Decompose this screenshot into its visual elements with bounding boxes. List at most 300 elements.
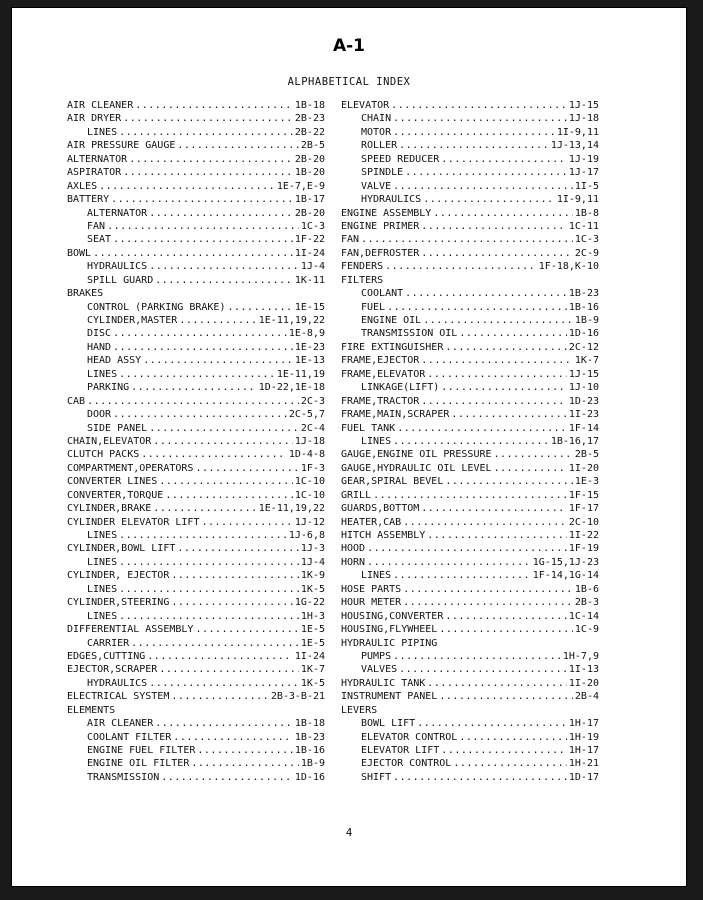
document-page: [11, 7, 687, 887]
index-term: CARRIER: [87, 637, 130, 649]
index-page-ref: 1E-11,19,22: [258, 315, 325, 326]
index-page-ref: 1E-3: [574, 476, 599, 488]
index-page-ref: 1I-20: [568, 677, 599, 689]
index-entry: [67, 314, 325, 327]
dot-leader: [385, 274, 597, 287]
dot-leader: [119, 529, 287, 542]
index-page-ref: 1H-7,9: [562, 650, 599, 662]
index-term: GRILL: [341, 489, 372, 501]
index-entry: [341, 516, 599, 529]
index-term: LINES: [87, 126, 118, 138]
index-entry: [341, 435, 599, 448]
index-term: CLUTCH PACKS: [67, 449, 140, 461]
index-entry: [341, 301, 599, 314]
index-entry: [67, 529, 325, 542]
index-page-ref: 1K-7: [574, 355, 599, 367]
index-term: CYLINDER,MASTER: [87, 315, 178, 326]
index-entry: [67, 637, 325, 650]
index-page-ref: 1F-17: [568, 503, 599, 515]
dot-leader: [159, 475, 293, 488]
index-page-ref: 1E-5: [300, 624, 325, 636]
dot-leader: [391, 99, 567, 112]
index-entry: [67, 422, 325, 435]
dot-leader: [399, 663, 567, 676]
dot-leader: [421, 354, 573, 367]
index-term: AIR CLEANER: [67, 100, 134, 111]
index-page-ref: 1H-17: [568, 745, 599, 756]
index-page-ref: 1D-16: [294, 771, 325, 783]
index-entry: [341, 569, 599, 582]
index-page-ref: 1J-10: [568, 382, 599, 394]
index-entry: [341, 610, 599, 623]
index-term: MOTOR: [361, 126, 392, 138]
dot-leader: [159, 663, 299, 676]
index-page-ref: 2B-3-B-21: [270, 691, 325, 703]
index-entry: [341, 623, 599, 636]
index-entry: [67, 193, 325, 206]
index-term: ENGINE OIL: [361, 315, 422, 326]
index-page-ref: 1J-4: [300, 261, 325, 273]
index-term: LINES: [361, 435, 392, 447]
index-page-ref: 1B-17: [294, 194, 325, 206]
index-entry: [67, 650, 325, 663]
index-term: HAND: [87, 341, 112, 353]
index-entry: [341, 287, 599, 300]
index-term: CONVERTER,TORQUE: [67, 489, 164, 501]
index-page-ref: 2B-4: [574, 691, 599, 703]
index-entry: [67, 395, 325, 408]
dot-leader: [195, 623, 298, 636]
dot-leader: [153, 502, 256, 515]
index-page-ref: 1G-15,1J-23: [532, 556, 599, 568]
dot-leader: [387, 301, 567, 314]
index-entry: [341, 233, 599, 246]
index-page-ref: 1J-19: [568, 153, 599, 165]
index-term: ELEVATOR LIFT: [361, 745, 440, 756]
index-page-ref: 1B-18: [294, 100, 325, 111]
index-entry: [341, 475, 599, 488]
index-column-left: [67, 99, 325, 784]
index-entry: [341, 166, 599, 179]
index-entry: [67, 207, 325, 220]
index-entry: [67, 731, 325, 744]
dot-leader: [179, 314, 256, 327]
dot-leader: [397, 422, 567, 435]
index-entry: [67, 274, 325, 287]
index-entry: [341, 314, 599, 327]
dot-leader: [173, 731, 293, 744]
index-page-ref: 1I-24: [294, 247, 325, 259]
index-term: HOUSING,CONVERTER: [341, 610, 444, 622]
index-term: CONVERTER LINES: [67, 476, 158, 488]
index-entry: [67, 408, 325, 421]
index-term: HYDRAULICS: [361, 194, 422, 206]
index-page-ref: 1I-22: [568, 530, 599, 541]
index-page-ref: 1F-22: [294, 234, 325, 246]
index-term: FRAME,EJECTOR: [341, 355, 420, 367]
index-entry: [341, 341, 599, 354]
index-entry: [67, 112, 325, 125]
index-term: AIR PRESSURE GAUGE: [67, 140, 176, 152]
index-term: HYDRAULICS: [87, 261, 148, 273]
index-entry: [341, 381, 599, 394]
index-entry: [67, 475, 325, 488]
dot-leader: [433, 207, 573, 220]
index-page-ref: 1E-5: [300, 637, 325, 649]
index-term: LEVERS: [341, 704, 378, 716]
index-page-ref: 2C-10: [568, 516, 599, 528]
dot-leader: [177, 139, 299, 152]
index-entry: [67, 569, 325, 582]
index-term: SHIFT: [361, 771, 392, 783]
index-page-ref: 1H-3: [300, 610, 325, 622]
index-term: SEAT: [87, 234, 112, 246]
dot-leader: [421, 502, 567, 515]
index-term: FAN,DEFROSTER: [341, 247, 420, 259]
index-entry: [67, 744, 325, 757]
index-term: TRANSMISSION: [87, 771, 160, 783]
index-page-ref: 2C-5,7: [288, 409, 325, 421]
index-column-right: [341, 99, 599, 784]
index-entry: [67, 126, 325, 139]
index-page-ref: 2C-12: [568, 341, 599, 353]
index-term: FIRE EXTINGUISHER: [341, 341, 444, 353]
dot-leader: [441, 153, 567, 166]
dot-leader: [439, 690, 573, 703]
index-term: FUEL TANK: [341, 422, 396, 434]
index-entry: [67, 663, 325, 676]
index-term: FENDERS: [341, 261, 384, 273]
index-term: ENGINE PRIMER: [341, 220, 420, 232]
index-entry: [67, 596, 325, 609]
index-entry: [341, 274, 599, 287]
index-entry: [341, 112, 599, 125]
index-entry: [341, 422, 599, 435]
index-page-ref: 1E-13: [294, 355, 325, 367]
index-term: ENGINE FUEL FILTER: [87, 745, 196, 756]
dot-leader: [155, 717, 293, 730]
index-entry: [67, 542, 325, 555]
index-term: VALVE: [361, 180, 392, 192]
index-entry: [341, 462, 599, 475]
dot-leader: [405, 287, 567, 300]
index-term: ELEVATOR CONTROL: [361, 731, 458, 743]
index-term: ELEMENTS: [67, 704, 116, 716]
index-entry: [67, 448, 325, 461]
index-page-ref: 1B-8: [574, 207, 599, 219]
index-term: SPEED REDUCER: [361, 153, 440, 165]
index-term: ENGINE OIL FILTER: [87, 758, 190, 770]
index-term: ASPIRATOR: [67, 167, 122, 179]
index-term: COOLANT: [361, 288, 404, 300]
dot-leader: [149, 422, 299, 435]
index-term: FILTERS: [341, 274, 384, 286]
index-page-ref: 1F-14,1G-14: [532, 570, 599, 582]
index-entry: [341, 354, 599, 367]
index-page-ref: 1I-20: [568, 462, 599, 474]
index-entry: [67, 153, 325, 166]
dot-leader: [123, 112, 293, 125]
index-page-ref: 1E-23: [294, 341, 325, 353]
index-page-ref: 1D-17: [568, 771, 599, 783]
index-entry: [67, 166, 325, 179]
index-term: DOOR: [87, 409, 112, 421]
index-page-ref: 2B-23: [294, 113, 325, 125]
index-term: SPILL GUARD: [87, 274, 154, 286]
index-entry: [67, 556, 325, 569]
index-entry: [341, 489, 599, 502]
dot-leader: [417, 717, 567, 730]
dot-leader: [143, 354, 293, 367]
index-page-ref: 1C-11: [568, 220, 599, 232]
dot-leader: [147, 650, 293, 663]
index-term: HYDRAULIC TANK: [341, 677, 426, 689]
dot-leader: [99, 180, 275, 193]
dot-leader: [393, 180, 573, 193]
index-term: COMPARTMENT,OPERATORS: [67, 462, 194, 474]
index-page-ref: 1F-3: [300, 462, 325, 474]
index-entry: [67, 583, 325, 596]
dot-leader: [393, 650, 561, 663]
dot-leader: [161, 771, 293, 784]
index-term: EJECTOR CONTROL: [361, 758, 452, 770]
index-page-ref: 1J-18: [294, 435, 325, 447]
index-entry: [67, 435, 325, 448]
index-entry: [341, 771, 599, 784]
index-heading: ALPHABETICAL INDEX: [287, 76, 411, 88]
dot-leader: [119, 610, 299, 623]
index-page-ref: 1B-16: [568, 301, 599, 313]
index-term: CYLINDER, EJECTOR: [67, 570, 170, 582]
dot-leader: [385, 260, 537, 273]
index-term: FRAME,ELEVATOR: [341, 368, 426, 380]
index-entry: [67, 677, 325, 690]
dot-leader: [119, 556, 299, 569]
dot-leader: [439, 637, 597, 650]
index-term: HITCH ASSEMBLY: [341, 530, 426, 541]
index-term: PARKING: [87, 382, 130, 394]
dot-leader: [451, 408, 567, 421]
index-page-ref: 1I-9,11: [556, 126, 599, 138]
index-term: ELEVATOR: [341, 100, 390, 111]
index-term: BRAKES: [67, 288, 104, 300]
index-page-ref: 1J-4: [300, 556, 325, 568]
index-term: AIR DRYER: [67, 113, 122, 125]
dot-leader: [149, 677, 299, 690]
index-term: AXLES: [67, 180, 98, 192]
index-term: HOUR METER: [341, 597, 402, 609]
index-page-ref: 1H-21: [568, 758, 599, 770]
dot-leader: [445, 341, 567, 354]
dot-leader: [367, 542, 567, 555]
index-term: LINES: [87, 556, 118, 568]
index-term: DISC: [87, 328, 112, 340]
index-entry: [341, 408, 599, 421]
index-entry: [67, 301, 325, 314]
index-term: FRAME,TRACTOR: [341, 395, 420, 407]
dot-leader: [445, 475, 573, 488]
index-term: HOUSING,FLYWHEEL: [341, 624, 438, 636]
dot-leader: [113, 341, 293, 354]
index-entry: [341, 126, 599, 139]
index-page-ref: 1B-18: [294, 718, 325, 730]
dot-leader: [494, 462, 567, 475]
index-page-ref: 1F-18,K-10: [538, 261, 599, 273]
index-entry: [67, 180, 325, 193]
dot-leader: [403, 516, 567, 529]
index-page-ref: 1C-14: [568, 610, 599, 622]
index-page-ref: 1B-9: [300, 758, 325, 770]
index-page-ref: 1K-5: [300, 677, 325, 689]
index-term: CONTROL (PARKING BRAKE): [87, 301, 226, 313]
index-term: CYLINDER,BOWL LIFT: [67, 543, 176, 555]
index-page-ref: 1J-12: [294, 516, 325, 528]
index-term: FAN: [87, 220, 106, 232]
dot-leader: [427, 529, 567, 542]
index-entry: [67, 260, 325, 273]
index-term: DIFFERENTIAL ASSEMBLY: [67, 624, 194, 636]
index-page-ref: 1E-8,9: [288, 328, 325, 340]
dot-leader: [171, 596, 293, 609]
index-entry: [67, 704, 325, 717]
dot-leader: [405, 166, 567, 179]
dot-leader: [421, 247, 573, 260]
dot-leader: [105, 287, 323, 300]
index-term: HOOD: [341, 543, 366, 555]
index-entry: [341, 395, 599, 408]
dot-leader: [171, 690, 268, 703]
index-term: LINES: [87, 583, 118, 595]
index-page-ref: 1G-22: [294, 597, 325, 609]
index-entry: [341, 637, 599, 650]
dot-leader: [393, 126, 555, 139]
index-entry: [341, 260, 599, 273]
index-page-ref: 1H-19: [568, 731, 599, 743]
dot-leader: [403, 583, 573, 596]
dot-leader: [373, 489, 567, 502]
index-page-ref: 2B-5: [300, 140, 325, 152]
index-term: GAUGE,HYDRAULIC OIL LEVEL: [341, 462, 492, 474]
index-term: LINKAGE(LIFT): [361, 382, 440, 394]
index-entry: [341, 193, 599, 206]
index-page-ref: 1I-9,11: [556, 194, 599, 206]
index-page-ref: 1C-3: [574, 234, 599, 246]
index-entry: [67, 610, 325, 623]
index-page-ref: 1C-10: [294, 476, 325, 488]
index-term: HEAD ASSY: [87, 355, 142, 367]
index-page-ref: 1B-16,17: [550, 435, 599, 447]
dot-leader: [361, 233, 573, 246]
index-page-ref: 1J-3: [300, 543, 325, 555]
index-entry: [67, 99, 325, 112]
index-term: BOWL: [67, 247, 92, 259]
index-entry: [341, 704, 599, 717]
index-entry: [341, 368, 599, 381]
index-page-ref: 1J-15: [568, 368, 599, 380]
index-page-ref: 1K-5: [300, 583, 325, 595]
index-entry: [341, 556, 599, 569]
index-term: SPINDLE: [361, 167, 404, 179]
index-page-ref: 2B-5: [574, 449, 599, 461]
index-page-ref: 1B-23: [294, 731, 325, 743]
index-entry: [67, 462, 325, 475]
index-entry: [67, 354, 325, 367]
dot-leader: [453, 757, 567, 770]
index-entry: [341, 650, 599, 663]
dot-leader: [494, 448, 573, 461]
dot-leader: [441, 744, 567, 757]
index-entry: [341, 596, 599, 609]
index-term: ENGINE ASSEMBLY: [341, 207, 432, 219]
dot-leader: [111, 193, 293, 206]
index-entry: [341, 583, 599, 596]
index-term: FRAME,MAIN,SCRAPER: [341, 409, 450, 421]
index-page-ref: 1E-15: [294, 301, 325, 313]
index-term: PUMPS: [361, 650, 392, 662]
index-term: AIR CLEANER: [87, 718, 154, 730]
index-page-ref: 1I-5: [574, 180, 599, 192]
dot-leader: [117, 704, 323, 717]
index-entry: [341, 663, 599, 676]
dot-leader: [119, 583, 299, 596]
index-page-ref: 1I-23: [568, 409, 599, 421]
index-term: BOWL LIFT: [361, 718, 416, 730]
dot-leader: [131, 381, 257, 394]
index-entry: [67, 381, 325, 394]
dot-leader: [445, 610, 567, 623]
dot-leader: [403, 596, 573, 609]
index-term: GEAR,SPIRAL BEVEL: [341, 476, 444, 488]
index-page-ref: 1J-18: [568, 113, 599, 125]
index-page-ref: 1E-11,19,22: [258, 503, 325, 515]
index-term: CAB: [67, 395, 86, 407]
dot-leader: [191, 757, 299, 770]
index-page-ref: 1E-11,19: [276, 368, 325, 380]
index-entry: [341, 139, 599, 152]
index-page-ref: 1B-16: [294, 745, 325, 756]
index-page-ref: 2B-20: [294, 207, 325, 219]
index-page-ref: 1D-22,1E-18: [258, 382, 325, 394]
dot-leader: [201, 516, 292, 529]
dot-leader: [165, 489, 293, 502]
index-term: INSTRUMENT PANEL: [341, 691, 438, 703]
index-entry: [67, 233, 325, 246]
dot-leader: [129, 153, 293, 166]
dot-leader: [141, 448, 287, 461]
index-entry: [341, 153, 599, 166]
index-page-ref: 1C-9: [574, 624, 599, 636]
index-term: LINES: [87, 610, 118, 622]
index-page-ref: 1B-9: [574, 315, 599, 326]
index-term: COOLANT FILTER: [87, 731, 172, 743]
dot-leader: [87, 395, 299, 408]
index-entry: [67, 690, 325, 703]
dot-leader: [119, 126, 293, 139]
index-term: ALTERNATOR: [87, 207, 148, 219]
index-page-ref: 1K-11: [294, 274, 325, 286]
dot-leader: [153, 435, 293, 448]
index-term: ROLLER: [361, 140, 398, 152]
index-term: ALTERNATOR: [67, 153, 128, 165]
dot-leader: [393, 569, 531, 582]
index-page-ref: 1E-7,E-9: [276, 180, 325, 192]
dot-leader: [177, 542, 299, 555]
index-entry: [341, 207, 599, 220]
index-entry: [341, 327, 599, 340]
index-term: HOSE PARTS: [341, 583, 402, 595]
index-term: LINES: [87, 530, 118, 541]
index-term: GAUGE,ENGINE OIL PRESSURE: [341, 449, 492, 461]
